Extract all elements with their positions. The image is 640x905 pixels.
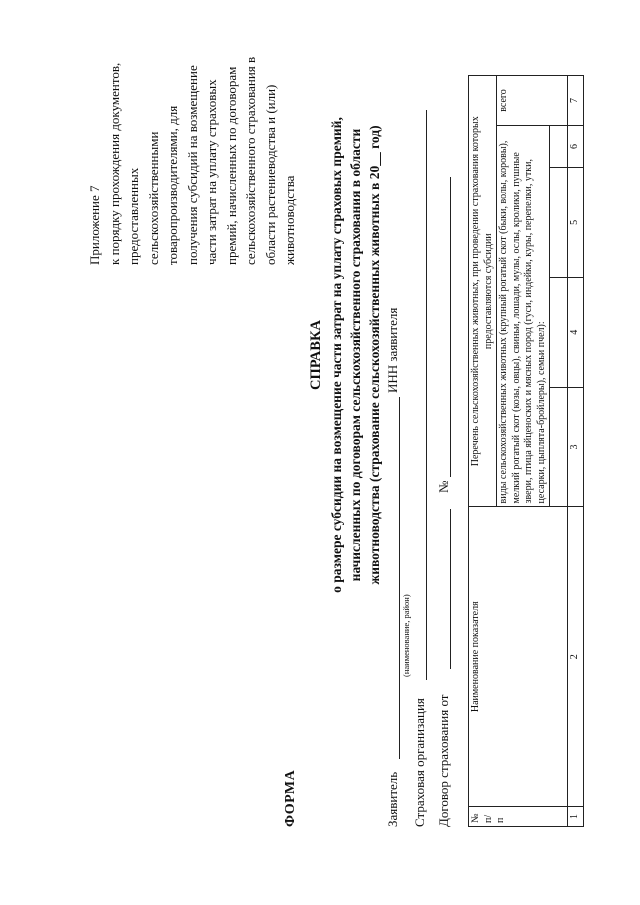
title-line: начисленных по договорам сельскохозяйственного страхования в области <box>348 128 363 582</box>
species-cell <box>550 277 568 387</box>
species-cell <box>550 126 568 168</box>
appendix-line: предоставленных <box>126 167 141 265</box>
appendix-line: получения субсидий на возмещение <box>184 65 200 265</box>
subsidy-table <box>468 75 584 827</box>
header-species: виды сельскохозяйственных животных (крупный рогатый скот (быки, волы, коровы), мелкий рогатый скот (козы, овцы), свиньи, лошади, мулы, ослы, кролики, пушные звери, птица яйценоских и мясных пород (гуси, индейки, куры, перепелки, утки, цесарки, цыплята-бройлеры), семьи пчел): <box>497 126 550 507</box>
column-number: 4 <box>568 277 584 387</box>
title-main: СПРАВКА <box>308 320 324 390</box>
column-number: 6 <box>568 126 584 168</box>
appendix-line: области растениеводства и (или) <box>262 84 278 265</box>
column-number: 5 <box>568 167 584 277</box>
header-total: всего <box>497 76 568 126</box>
title-line: о размере субсидии на возмещение части затрат на уплату страховых премий, <box>329 117 344 593</box>
column-number: 3 <box>568 387 584 507</box>
inn-label: ИНН заявителя <box>385 307 400 393</box>
contract-number-field[interactable] <box>436 177 451 477</box>
form-label: ФОРМА <box>283 769 298 827</box>
appendix-line: сельскохозяйственными <box>145 131 161 265</box>
appendix-line: премий, начисленных по договорам <box>223 66 239 265</box>
appendix-line: сельскохозяйственного страхования в <box>243 56 258 265</box>
contract-label: Договор страхования от <box>436 694 451 827</box>
appendix-line: к порядку прохождения документов, <box>106 62 122 265</box>
applicant-hint: (наименование, район) <box>401 594 411 677</box>
appendix-line: животноводства <box>282 175 297 265</box>
appendix-line: части затрат на уплату страховых <box>204 79 219 265</box>
species-cell <box>550 387 568 507</box>
title-line: животноводства (страхование сельскохозяйственных животных в 20__ год) <box>367 125 382 585</box>
header-livestock-list: Перечень сельскохозяйственных животных, при проведении страхования которых предоставляются субсидии <box>469 76 497 507</box>
column-number: 7 <box>568 76 584 126</box>
appendix-note <box>85 15 300 265</box>
contract-date-field[interactable] <box>436 509 451 669</box>
applicant-label: Заявитель <box>385 771 400 827</box>
appendix-line: товаропроизводителями, для <box>165 105 180 265</box>
appendix-line: Приложение 7 <box>87 185 102 265</box>
header-indicator: Наименование показателя <box>469 507 568 807</box>
applicant-field[interactable] <box>385 397 400 759</box>
insurer-label: Страховая организация <box>412 698 427 827</box>
column-number: 1 <box>568 807 584 827</box>
document-title <box>307 110 384 600</box>
insurer-field[interactable] <box>412 110 427 680</box>
column-number: 2 <box>568 507 584 807</box>
species-cell <box>550 167 568 277</box>
contract-number-sign: № <box>436 480 451 493</box>
header-num: № п/п <box>469 807 568 827</box>
